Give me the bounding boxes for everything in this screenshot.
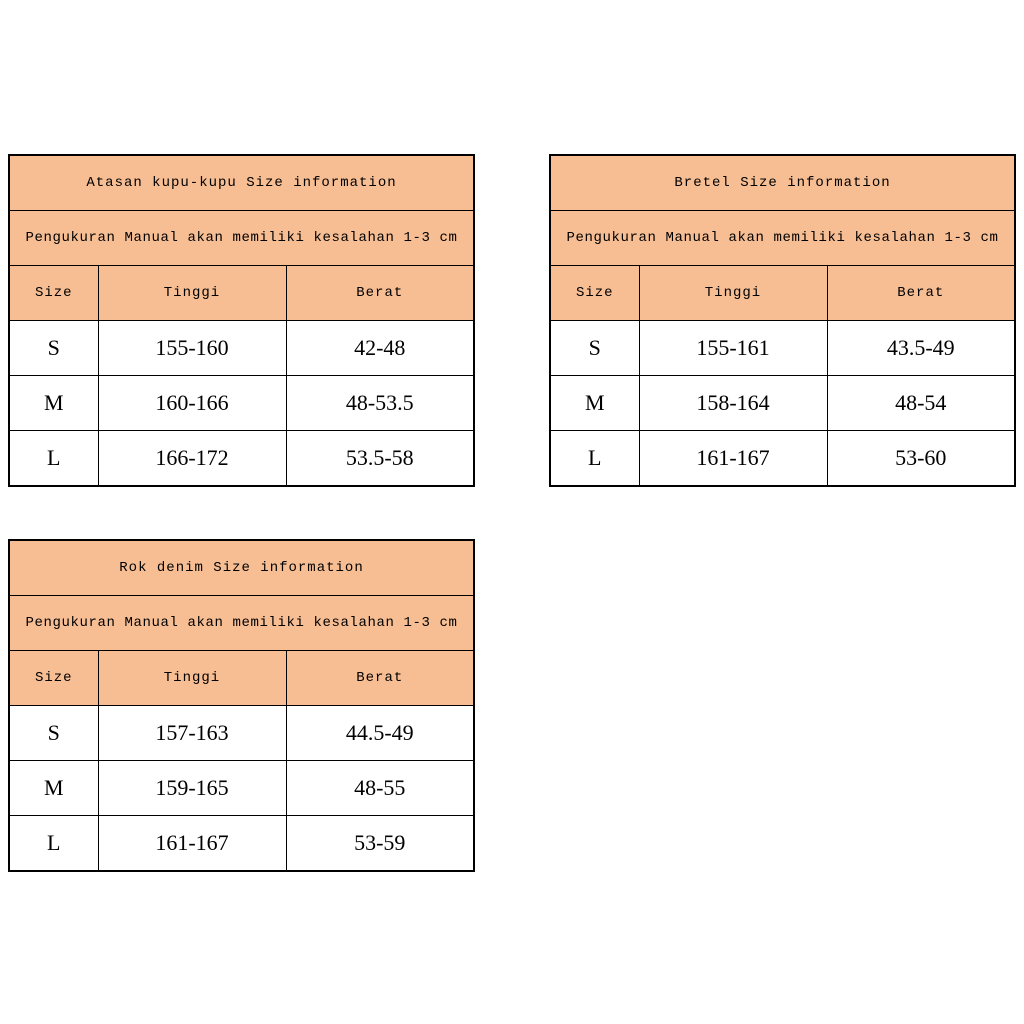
size-cell: M <box>9 761 98 816</box>
table-row <box>9 816 474 872</box>
berat-cell: 53-59 <box>286 816 474 872</box>
berat-cell: 44.5-49 <box>286 706 474 761</box>
header-size: Size <box>550 266 639 321</box>
header-berat: Berat <box>827 266 1015 321</box>
table-row <box>9 321 474 376</box>
table-row <box>550 431 1015 487</box>
measurement-note: Pengukuran Manual akan memiliki kesalahan 1-3 cm <box>550 211 1015 266</box>
table-title: Bretel Size information <box>550 155 1015 211</box>
tinggi-cell: 157-163 <box>98 706 286 761</box>
header-tinggi: Tinggi <box>98 651 286 706</box>
table-row <box>9 706 474 761</box>
table-row <box>9 431 474 487</box>
tinggi-cell: 155-161 <box>639 321 827 376</box>
size-cell: L <box>9 816 98 872</box>
header-size: Size <box>9 651 98 706</box>
size-cell: S <box>550 321 639 376</box>
berat-cell: 53.5-58 <box>286 431 474 487</box>
berat-cell: 48-53.5 <box>286 376 474 431</box>
berat-cell: 43.5-49 <box>827 321 1015 376</box>
tinggi-cell: 166-172 <box>98 431 286 487</box>
size-table-rok-denim <box>8 539 475 872</box>
table-row <box>9 761 474 816</box>
berat-cell: 53-60 <box>827 431 1015 487</box>
size-table-atasan <box>8 154 475 487</box>
measurement-note: Pengukuran Manual akan memiliki kesalahan 1-3 cm <box>9 211 474 266</box>
berat-cell: 42-48 <box>286 321 474 376</box>
size-cell: M <box>550 376 639 431</box>
header-berat: Berat <box>286 266 474 321</box>
tinggi-cell: 161-167 <box>98 816 286 872</box>
table-title: Rok denim Size information <box>9 540 474 596</box>
table-row <box>9 376 474 431</box>
header-tinggi: Tinggi <box>98 266 286 321</box>
size-cell: L <box>550 431 639 487</box>
header-size: Size <box>9 266 98 321</box>
size-cell: M <box>9 376 98 431</box>
tinggi-cell: 155-160 <box>98 321 286 376</box>
berat-cell: 48-55 <box>286 761 474 816</box>
size-cell: S <box>9 321 98 376</box>
tinggi-cell: 159-165 <box>98 761 286 816</box>
header-tinggi: Tinggi <box>639 266 827 321</box>
tinggi-cell: 160-166 <box>98 376 286 431</box>
size-table-bretel <box>549 154 1016 487</box>
tinggi-cell: 158-164 <box>639 376 827 431</box>
table-title: Atasan kupu-kupu Size information <box>9 155 474 211</box>
header-berat: Berat <box>286 651 474 706</box>
size-cell: L <box>9 431 98 487</box>
berat-cell: 48-54 <box>827 376 1015 431</box>
size-cell: S <box>9 706 98 761</box>
tinggi-cell: 161-167 <box>639 431 827 487</box>
table-row <box>550 376 1015 431</box>
measurement-note: Pengukuran Manual akan memiliki kesalahan 1-3 cm <box>9 596 474 651</box>
table-row <box>550 321 1015 376</box>
